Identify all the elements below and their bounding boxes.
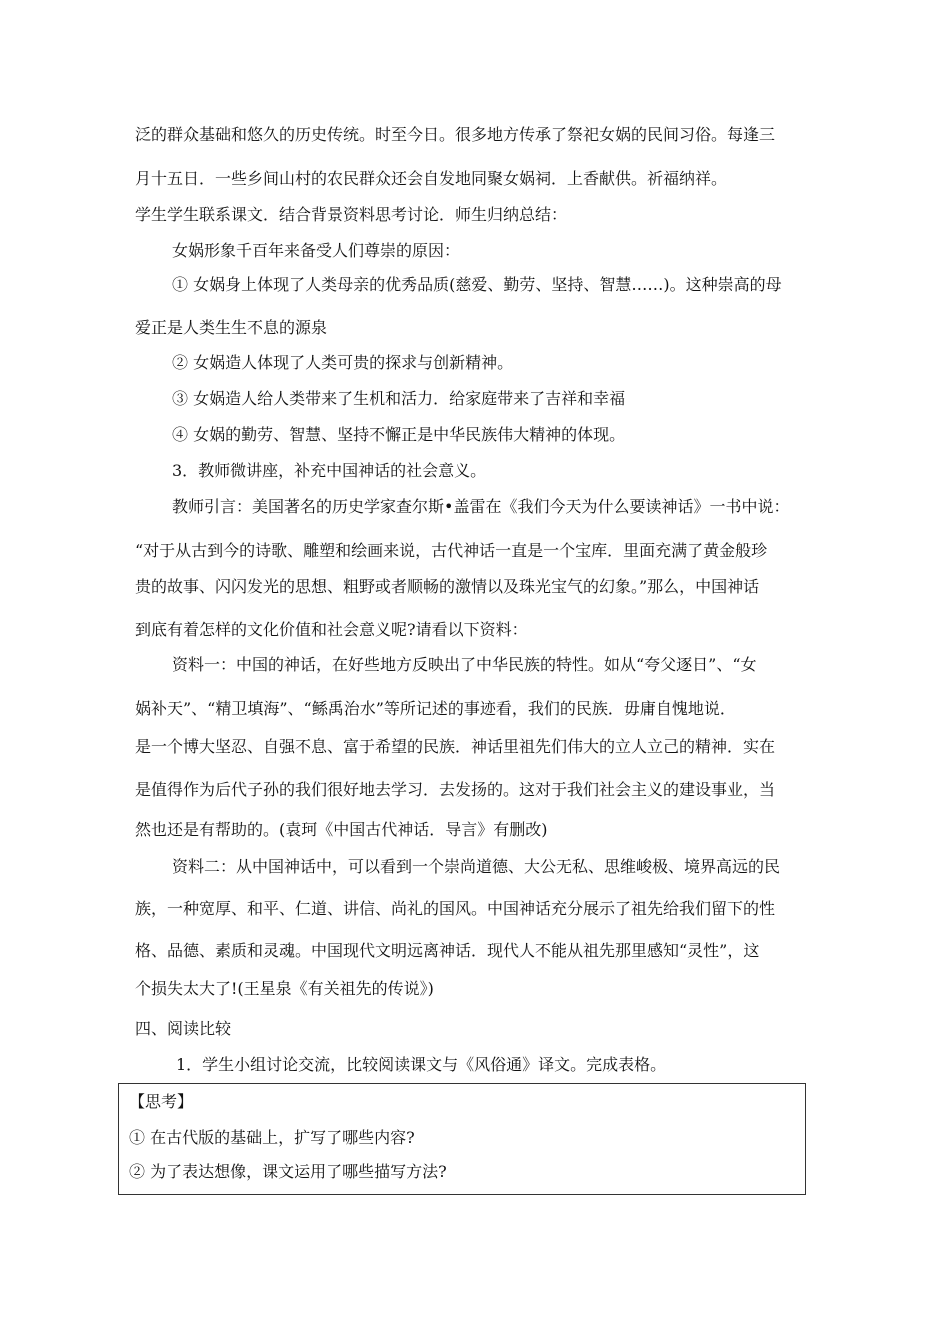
think-box-title: 【思考】 xyxy=(129,1092,194,1111)
think-question-2: ② 为了表达想像，课文运用了哪些描写方法? xyxy=(129,1162,447,1181)
text-line: 资料二：从中国神话中，可以看到一个崇尚道德、大公无私、思维峻极、境界高远的民 xyxy=(172,857,781,876)
section-heading: 四、阅读比较 xyxy=(135,1019,232,1038)
text-line: ② 女娲造人体现了人类可贵的探求与创新精神。 xyxy=(172,353,514,372)
text-line: “对于从古到今的诗歌、雕塑和绘画来说，古代神话一直是一个宝库．里面充满了黄金般珍 xyxy=(135,541,768,560)
text-line: 1．学生小组讨论交流，比较阅读课文与《风俗通》译文。完成表格。 xyxy=(176,1055,667,1074)
text-line: 族，一种宽厚、和平、仁道、讲信、尚礼的国风。中国神话充分展示了祖先给我们留下的性 xyxy=(135,899,776,918)
text-line: 然也还是有帮助的。(袁珂《中国古代神话．导言》有删改) xyxy=(135,820,548,839)
text-line: 月十五日．一些乡间山村的农民群众还会自发地同聚女娲祠．上香献供。祈福纳祥。 xyxy=(135,169,728,188)
text-line: 学生学生联系课文．结合背景资料思考讨论．师生归纳总结： xyxy=(135,205,568,224)
think-question-1: ① 在古代版的基础上，扩写了哪些内容? xyxy=(129,1128,415,1147)
text-line: 贵的故事、闪闪发光的思想、粗野或者顺畅的激情以及珠光宝气的幻象。”那么，中国神话 xyxy=(135,577,760,596)
text-line: 泛的群众基础和悠久的历史传统。时至今日。很多地方传承了祭祀女娲的民间习俗。每逢三 xyxy=(135,125,776,144)
text-line: 教师引言：美国著名的历史学家查尔斯•盖雷在《我们今天为什么要读神话》一书中说： xyxy=(172,497,790,516)
text-line: 娲补天”、“精卫填海”、“鲧禹治水”等所记述的事迹看，我们的民族．毋庸自愧地说． xyxy=(135,699,736,718)
text-line: 3．教师微讲座，补充中国神话的社会意义。 xyxy=(172,461,487,480)
text-line: 个损失太大了!(王星泉《有关祖先的传说》) xyxy=(135,979,434,998)
text-line: ③ 女娲造人给人类带来了生机和活力．给家庭带来了吉祥和幸福 xyxy=(172,389,626,408)
text-line: 资料一：中国的神话，在好些地方反映出了中华民族的特性。如从“夸父逐日”、“女 xyxy=(172,655,757,674)
text-line: 是值得作为后代子孙的我们很好地去学习．去发扬的。这对于我们社会主义的建设事业，当 xyxy=(135,780,776,799)
text-line: 爱正是人类生生不息的源泉 xyxy=(135,318,328,337)
text-line: 到底有着怎样的文化价值和社会意义呢?请看以下资料： xyxy=(135,620,528,639)
text-line: ① 女娲身上体现了人类母亲的优秀品质(慈爱、勤劳、坚持、智慧……)。这种崇高的母 xyxy=(172,275,782,294)
think-box xyxy=(118,1083,806,1195)
text-line: 格、品德、素质和灵魂。中国现代文明远离神话．现代人不能从祖先那里感知“灵性”，这 xyxy=(135,941,760,960)
text-line: 女娲形象千百年来备受人们尊崇的原因： xyxy=(172,241,461,260)
text-line: 是一个博大坚忍、自强不息、富于希望的民族．神话里祖先们伟大的立人立己的精神．实在 xyxy=(135,737,776,756)
text-line: ④ 女娲的勤劳、智慧、坚持不懈正是中华民族伟大精神的体现。 xyxy=(172,425,626,444)
